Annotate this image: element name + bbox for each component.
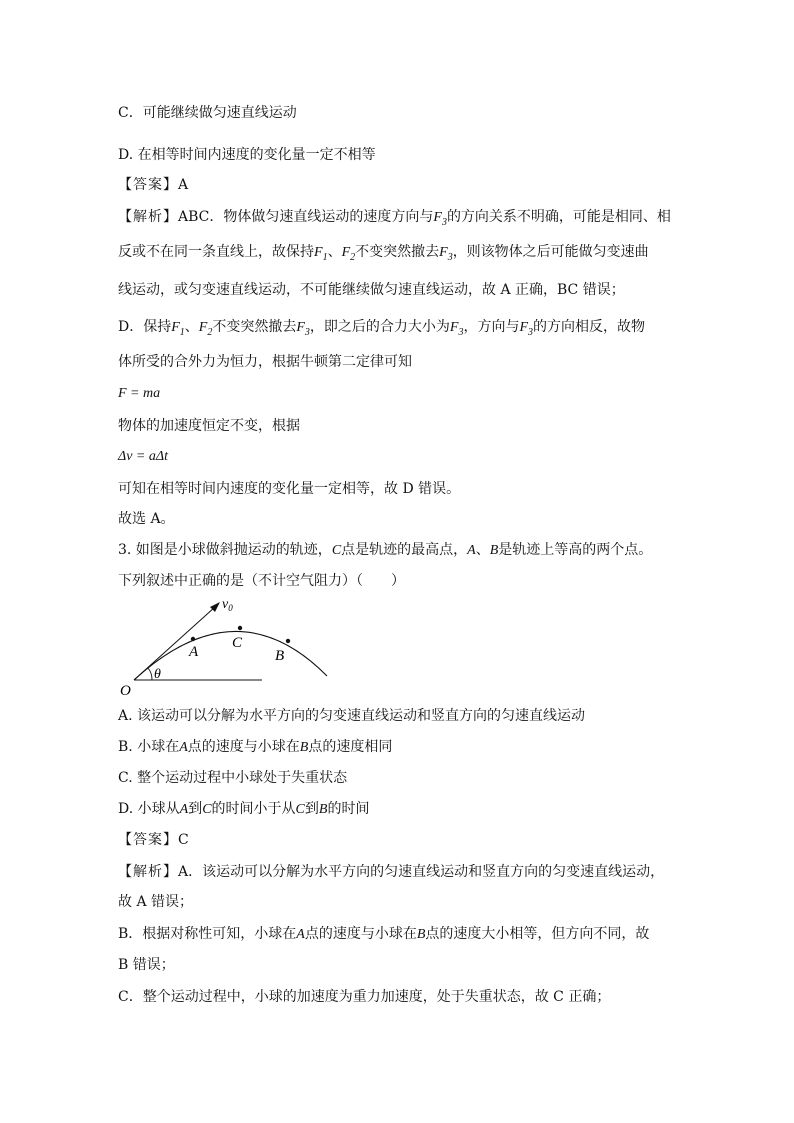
symbol-b: B [489, 543, 499, 558]
text-segment: 点的速度大小相等，但方向不同，故 [425, 926, 650, 942]
force-f2: $F_2$ [198, 320, 213, 338]
symbol-a: A [179, 802, 189, 817]
symbol-c: C [331, 543, 342, 558]
text-segment: ，即之后的合力大小为 [309, 319, 450, 335]
label-v0: $v_0$ [222, 597, 233, 613]
label-b: B [275, 648, 285, 664]
force-f2: $F_2$ [341, 245, 356, 263]
force-f1: $F_1$ [314, 245, 328, 263]
text-segment: ，则该物体之后可能做匀变速曲 [452, 244, 649, 260]
question-3-option-b [118, 738, 392, 757]
text-segment: 是轨迹上等高的两个点。 [498, 542, 653, 558]
text-segment: 的时间小于从 [211, 801, 296, 817]
force-f1: $F_1$ [171, 320, 185, 338]
analysis-1-line-2 [118, 243, 649, 267]
force-f3: $F_3$ [433, 210, 447, 228]
analysis-1-line-1 [118, 208, 671, 232]
question-3-stem-line-2: 下列叙述中正确的是（不计空气阻力）（ ） [118, 573, 405, 589]
formula-delta-v: Δv = aΔt [118, 449, 168, 464]
answer-tag: 【答案】 [118, 177, 178, 193]
answer-2 [118, 831, 189, 849]
symbol-b: B [416, 927, 426, 942]
point-a [191, 637, 195, 641]
answer-1 [118, 176, 188, 194]
analysis-1-line-3: 线运动，或匀变速直线运动，不可能继续做匀速直线运动，故 A 正确，BC 错误； [118, 282, 625, 298]
theta-arc [148, 668, 152, 680]
symbol-a: A [467, 543, 476, 558]
analysis-2-line-2: 故 A 错误； [118, 894, 194, 910]
point-c [238, 626, 242, 630]
text-segment: D. 小球从 [118, 801, 180, 817]
text-segment: 3. 如图是小球做斜抛运动的轨迹， [118, 542, 332, 558]
symbol-a: A [296, 927, 305, 942]
analysis-tag: 【解析】 [118, 209, 178, 225]
analysis-1-line-4 [118, 318, 645, 342]
symbol-c: C [295, 802, 305, 817]
question-3-option-c: C. 整个运动过程中小球处于失重状态 [118, 770, 348, 786]
text-segment: 的方向关系不明确，可能是相同、相 [446, 209, 671, 225]
option-d: D. 在相等时间内速度的变化量一定不相等 [118, 147, 376, 163]
analysis-1-line-5: 体所受的合外力为恒力，根据牛顿第二定律可知 [118, 354, 412, 370]
force-f3: $F_3$ [439, 245, 453, 263]
answer-tag: 【答案】 [118, 832, 178, 848]
text-segment: ，方向与 [463, 319, 520, 335]
separator: 、 [475, 542, 490, 558]
v0-arrow [134, 607, 215, 680]
text-segment: 的时间 [327, 801, 370, 817]
analysis-1-line-9: 可知在相等时间内速度的变化量一定相等，故 D 错误。 [118, 481, 461, 497]
analysis-2-line-4: B 错误； [118, 957, 175, 973]
separator: 、 [184, 319, 199, 335]
text-segment: ABC．物体做匀速直线运动的速度方向与 [178, 209, 434, 225]
analysis-2-line-3 [118, 925, 649, 944]
trajectory-curve [134, 631, 327, 680]
analysis-2-line-1 [118, 863, 664, 881]
symbol-b: B [299, 740, 309, 755]
text-segment: 反或不在同一条直线上，故保持 [118, 244, 314, 260]
text-segment: 不变突然撤去 [355, 244, 440, 260]
answer-value: C [178, 832, 189, 848]
answer-value: A [178, 177, 189, 193]
text-segment: 点的速度与小球在 [187, 739, 300, 755]
analysis-tag: 【解析】 [118, 864, 178, 880]
symbol-b: B [318, 802, 328, 817]
point-b [286, 639, 290, 643]
separator: 、 [327, 244, 342, 260]
projectile-trajectory-figure [112, 590, 332, 700]
force-f3: $F_3$ [449, 320, 464, 338]
text-segment: D．保持 [118, 319, 172, 335]
label-theta: θ [154, 667, 161, 682]
text-segment: A．该运动可以分解为水平方向的匀速直线运动和竖直方向的匀变速直线运动， [178, 864, 665, 880]
symbol-c: C [202, 802, 212, 817]
text-segment: B．根据对称性可知，小球在 [118, 926, 297, 942]
label-a: A [189, 644, 199, 660]
formula-f-ma: F = ma [118, 386, 161, 401]
label-o: O [120, 683, 131, 699]
option-c: C．可能继续做匀速直线运动 [118, 105, 297, 121]
symbol-a: A [179, 740, 188, 755]
text-segment: 不变突然撤去 [212, 319, 297, 335]
text-segment: 点的速度与小球在 [304, 926, 417, 942]
text-segment: 点是轨迹的最高点， [341, 542, 468, 558]
text-segment: 到 [304, 801, 319, 817]
force-f3: $F_3$ [296, 320, 310, 338]
text-segment: B. 小球在 [118, 739, 180, 755]
label-c: C [232, 635, 243, 651]
question-3-option-a: A. 该运动可以分解为水平方向的匀变速直线运动和竖直方向的匀速直线运动 [118, 708, 586, 724]
question-3-stem-line-1 [118, 541, 652, 560]
text-segment: 到 [188, 801, 203, 817]
question-3-option-d [118, 800, 369, 819]
text-segment: 点的速度相同 [308, 739, 393, 755]
analysis-2-line-5: C．整个运动过程中，小球的加速度为重力加速度，处于失重状态，故 C 正确； [118, 989, 611, 1005]
force-f3: $F_3$ [519, 320, 534, 338]
analysis-1-line-7: 物体的加速度恒定不变，根据 [118, 418, 300, 434]
analysis-1-line-10: 故选 A。 [118, 511, 175, 527]
text-segment: 的方向相反，故物 [533, 319, 646, 335]
